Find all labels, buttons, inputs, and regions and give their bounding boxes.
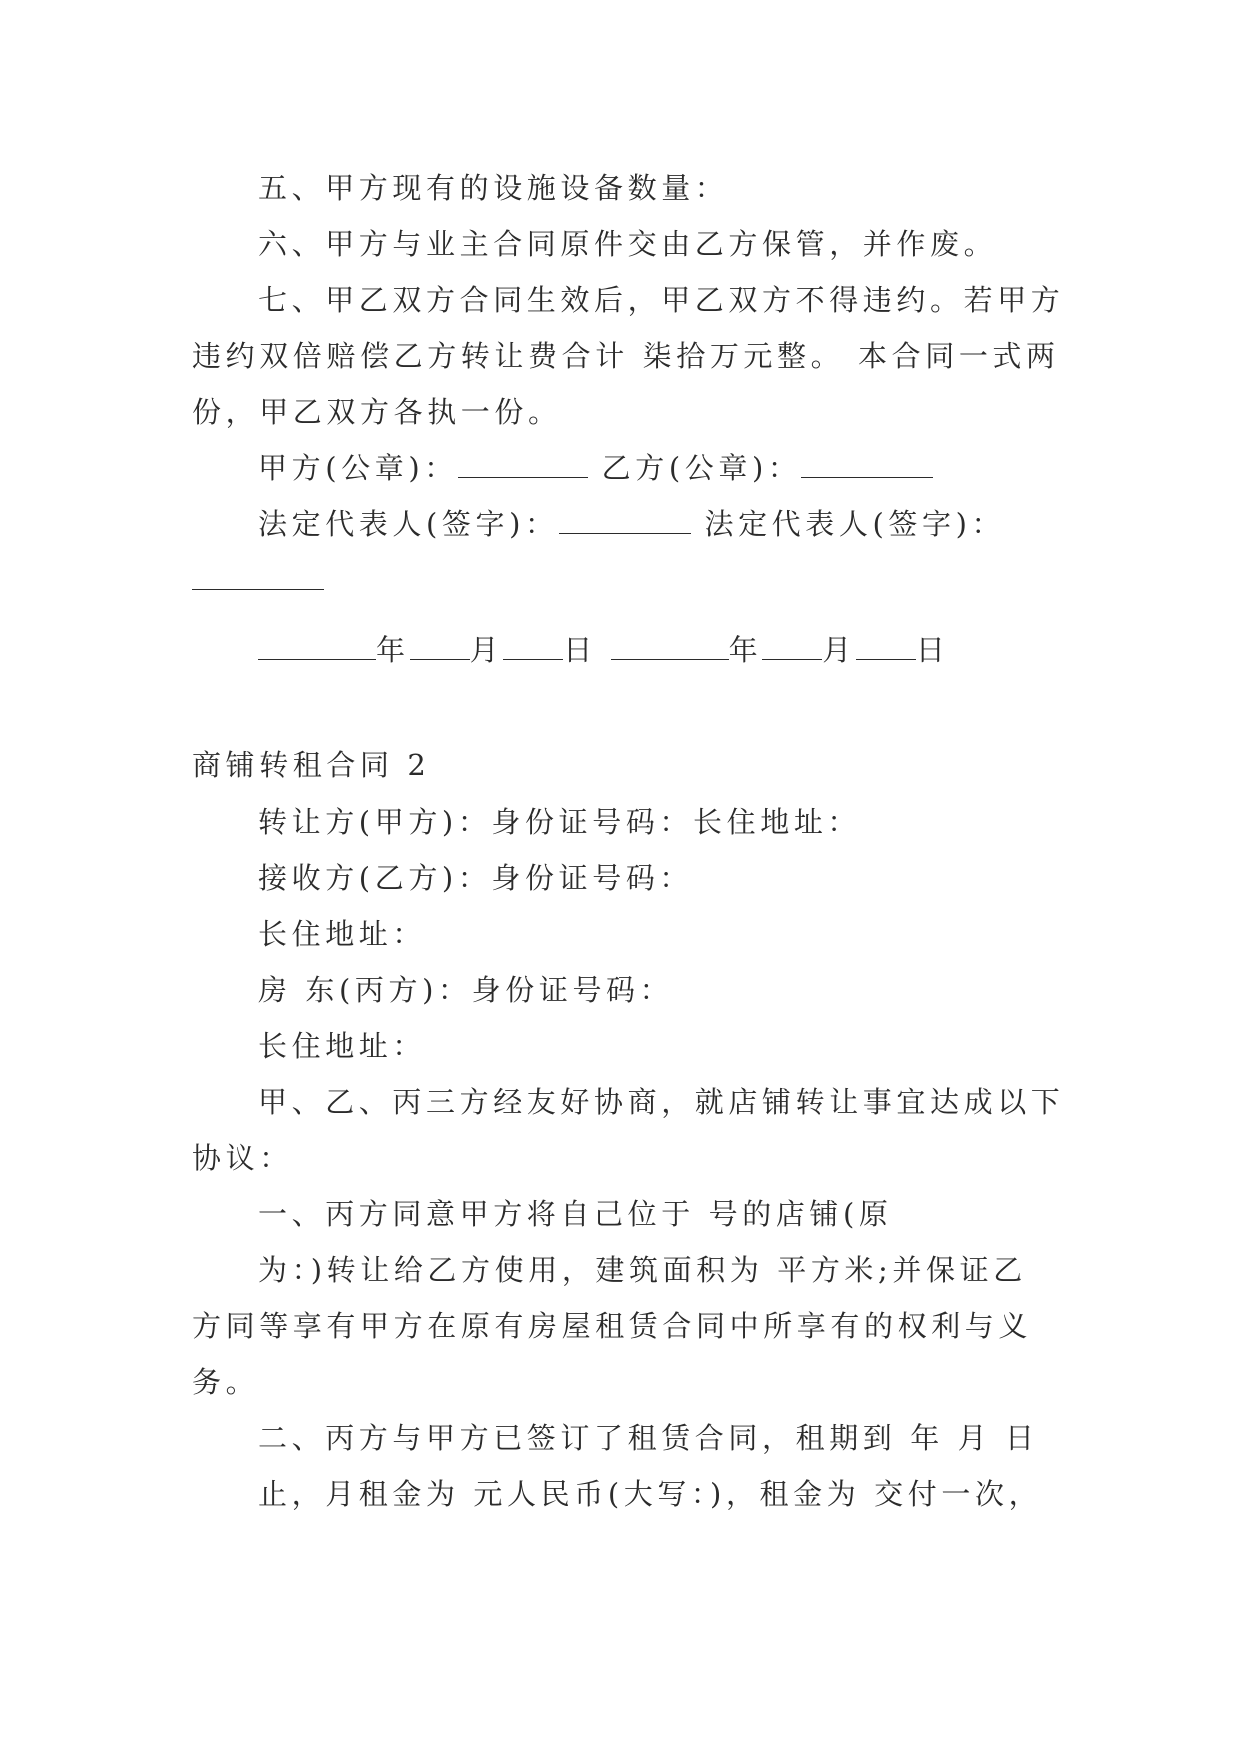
- rep-a-label: 法定代表人(签字)：: [258, 507, 559, 541]
- year-b-label: 年: [728, 633, 763, 667]
- clause-2: 二、丙方与甲方已签订了租赁合同，租期到 年 月 日: [258, 1421, 1039, 1455]
- seal-line: [258, 448, 933, 488]
- party-b-seal-label: 乙方(公章)：: [601, 451, 802, 485]
- month-b-label: 月: [822, 633, 856, 667]
- day-a-label: 日: [563, 633, 597, 667]
- landlord-address: 长住地址：: [258, 1029, 427, 1063]
- party-a-seal-blank: [458, 451, 588, 478]
- rep-b-blank: [192, 563, 324, 590]
- clause-1-cont-1: 为：)转让给乙方使用，建筑面积为 平方米;并保证乙: [258, 1253, 1027, 1287]
- month-a-blank: [410, 633, 470, 660]
- transferor-line: 转让方(甲方)：身份证号码：长住地址：: [258, 805, 862, 839]
- year-b-blank: [611, 633, 729, 660]
- clause-2-cont: 止，月租金为 元人民币(大写：)，租金为 交付一次，: [258, 1477, 1043, 1511]
- clause-7-cont-1: 违约双倍赔偿乙方转让费合计 柒拾万元整。 本合同一式两: [192, 339, 1060, 373]
- clause-5: 五、甲方现有的设施设备数量：: [258, 171, 729, 205]
- agreement-intro-cont: 协议：: [192, 1141, 293, 1175]
- day-b-label: 日: [915, 633, 950, 667]
- date-line: [258, 630, 949, 670]
- day-b-blank: [856, 633, 916, 660]
- clause-1: 一、丙方同意甲方将自己位于 号的店铺(原: [258, 1197, 893, 1231]
- clause-1-cont-3: 务。: [192, 1365, 260, 1399]
- transferee-address: 长住地址：: [258, 917, 427, 951]
- clause-6: 六、甲方与业主合同原件交由乙方保管，并作废。: [258, 227, 998, 261]
- rep-a-blank: [559, 507, 691, 534]
- clause-7-cont-2: 份，甲乙双方各执一份。: [192, 395, 562, 429]
- representative-line: [258, 504, 1005, 544]
- year-a-label: 年: [376, 633, 410, 667]
- landlord-line: 房 东(丙方)：身份证号码：: [258, 973, 674, 1007]
- rep-b-blank-line: [192, 560, 324, 600]
- agreement-intro: 甲、乙、丙三方经友好协商，就店铺转让事宜达成以下: [258, 1085, 1065, 1119]
- clause-1-cont-2: 方同等享有甲方在原有房屋租赁合同中所享有的权利与义: [192, 1309, 1033, 1343]
- transferee-line: 接收方(乙方)：身份证号码：: [258, 861, 694, 895]
- year-a-blank: [258, 633, 376, 660]
- clause-7: 七、甲乙双方合同生效后，甲乙双方不得违约。若甲方: [258, 283, 1065, 317]
- contract2-title: 商铺转租合同 2: [192, 748, 431, 782]
- month-b-blank: [762, 633, 822, 660]
- rep-b-label: 法定代表人(签字)：: [704, 507, 1006, 541]
- party-b-seal-blank: [801, 451, 933, 478]
- month-a-label: 月: [469, 633, 504, 667]
- day-a-blank: [503, 633, 563, 660]
- party-a-seal-label: 甲方(公章)：: [258, 451, 458, 485]
